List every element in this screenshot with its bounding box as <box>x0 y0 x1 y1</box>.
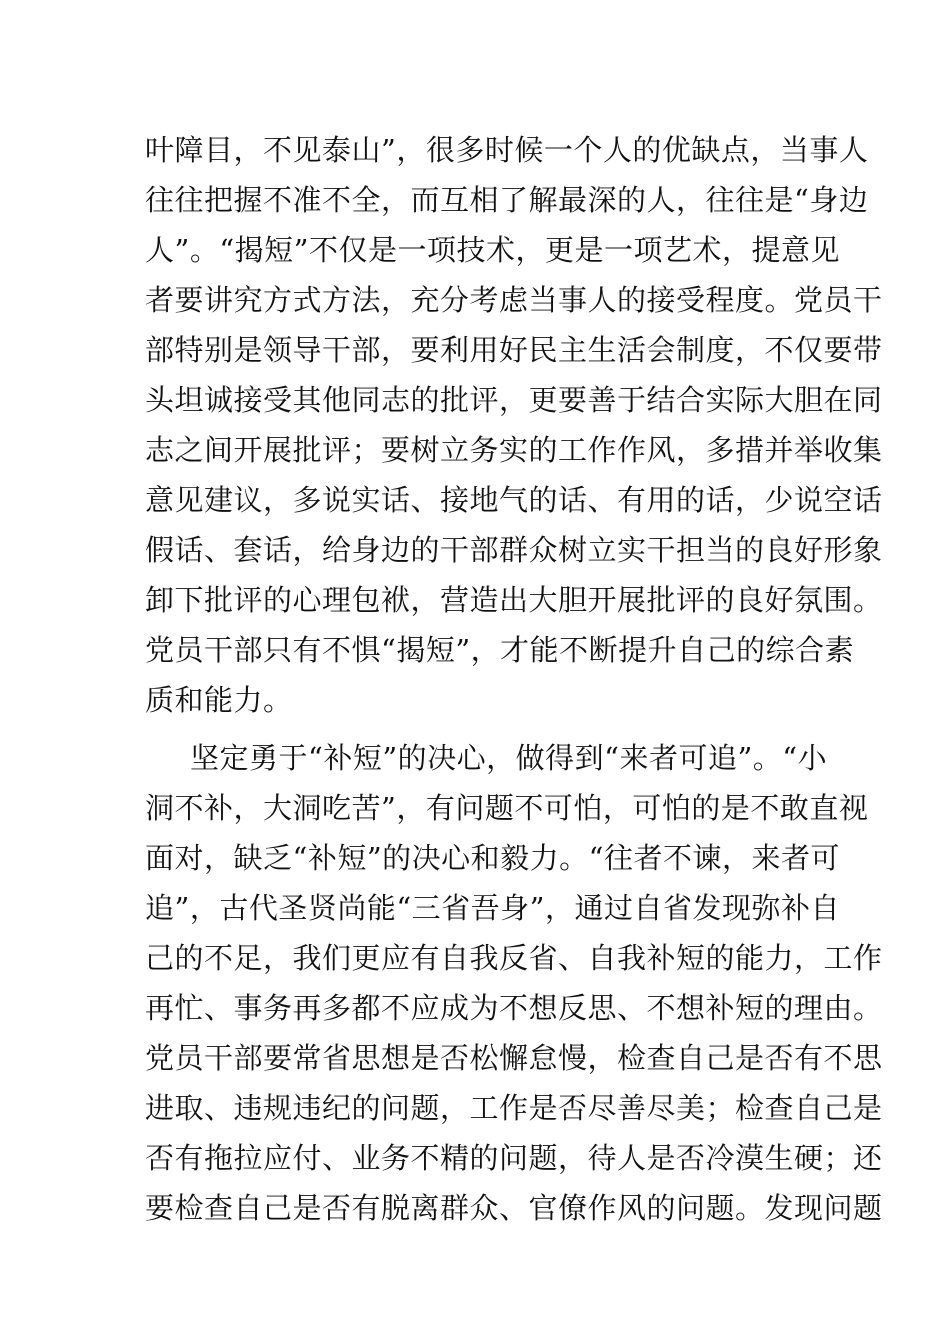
paragraph-1-line-9: 假话、套话，给身边的干部群众树立实干担当的良好形象 <box>145 533 883 567</box>
paragraph-2-line-8: 进取、违规违纪的问题，工作是否尽善尽美；检查自己是 <box>145 1091 883 1125</box>
paragraph-2-line-7: 党员干部要常省思想是否松懈怠慢，检查自己是否有不思 <box>145 1041 883 1075</box>
paragraph-2-line-2: 洞不补，大洞吃苦”，有问题不可怕，可怕的是不敢直视 <box>145 791 869 825</box>
paragraph-1-line-10: 卸下批评的心理包袱，营造出大胆开展批评的良好氛围。 <box>145 583 883 617</box>
paragraph-1-line-6: 头坦诚接受其他同志的批评，更要善于结合实际大胆在同 <box>145 383 883 417</box>
paragraph-1-line-7: 志之间开展批评；要树立务实的工作作风，多措并举收集 <box>145 433 883 467</box>
paragraph-1-line-4: 者要讲究方式方法，充分考虑当事人的接受程度。党员干 <box>145 283 883 317</box>
paragraph-2-line-10: 要检查自己是否有脱离群众、官僚作风的问题。发现问题 <box>145 1191 883 1225</box>
paragraph-2-line-5: 己的不足，我们更应有自我反省、自我补短的能力，工作 <box>145 941 883 975</box>
paragraph-1-line-5: 部特别是领导干部，要利用好民主生活会制度，不仅要带 <box>145 333 883 367</box>
paragraph-1-line-12: 质和能力。 <box>145 683 293 717</box>
paragraph-2-line-1: 坚定勇于“补短”的决心，做得到“来者可追”。“小 <box>190 741 828 775</box>
paragraph-1-line-2: 往往把握不准不全，而互相了解最深的人，往往是“身边 <box>145 183 869 217</box>
paragraph-2-line-3: 面对，缺乏“补短”的决心和毅力。“往者不谏，来者可 <box>145 841 840 875</box>
paragraph-1-line-1: 叶障目，不见泰山”，很多时候一个人的优缺点，当事人 <box>145 133 869 167</box>
paragraph-2-line-9: 否有拖拉应付、业务不精的问题，待人是否冷漠生硬；还 <box>145 1141 883 1175</box>
paragraph-1-line-3: 人”。“揭短”不仅是一项技术，更是一项艺术，提意见 <box>145 233 840 267</box>
paragraph-2-line-6: 再忙、事务再多都不应成为不想反思、不想补短的理由。 <box>145 991 883 1025</box>
paragraph-1-line-11: 党员干部只有不惧“揭短”，才能不断提升自己的综合素 <box>145 633 855 667</box>
paragraph-2-line-4: 追”，古代圣贤尚能“三省吾身”，通过自省发现弥补自 <box>145 891 840 925</box>
paragraph-1-line-8: 意见建议，多说实话、接地气的话、有用的话，少说空话 <box>145 483 883 517</box>
